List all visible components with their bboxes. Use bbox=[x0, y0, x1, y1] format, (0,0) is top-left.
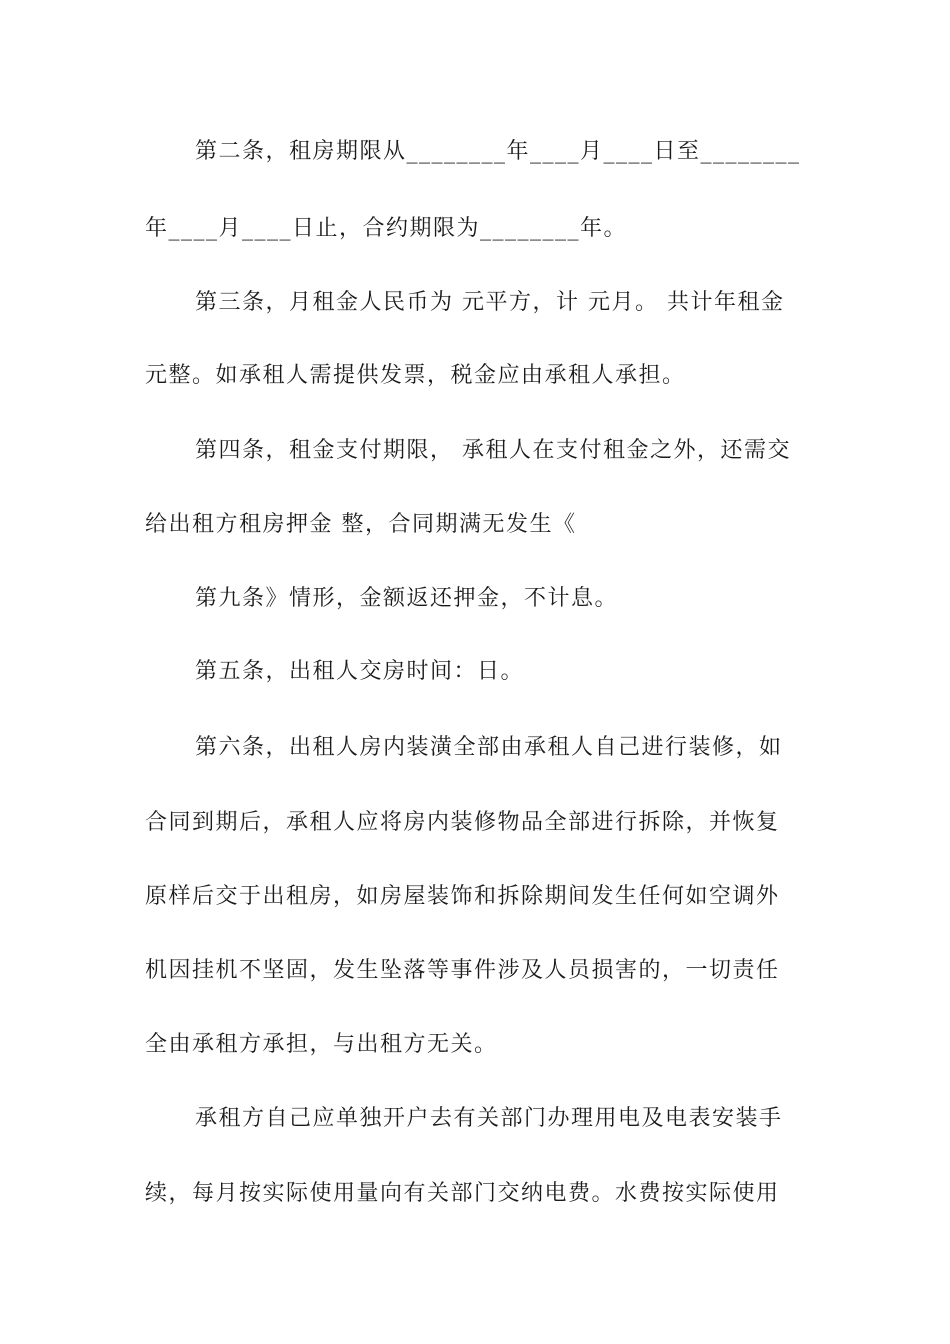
line-article-3-end: 元整。如承租人需提供发票，税金应由承租人承担。 bbox=[145, 363, 686, 388]
line-article-4-end: 第九条》情形，金额返还押金，不计息。 bbox=[195, 586, 619, 611]
line-utilities-start: 承租方自己应单独开户去有关部门办理用电及电表安装手 bbox=[195, 1106, 783, 1131]
line-article-5: 第五条，出租人交房时间：日。 bbox=[195, 659, 525, 684]
line-article-6-start: 第六条，出租人房内装潢全部由承租人自己进行装修，如 bbox=[195, 735, 783, 760]
line-article-6-3: 原样后交于出租房，如房屋装饰和拆除期间发生任何如空调外 bbox=[145, 884, 780, 909]
line-article-3-start: 第三条，月租金人民币为 元平方，计 元月。 共计年租金 bbox=[195, 290, 785, 315]
line-article-6-end: 全由承租方承担，与出租方无关。 bbox=[145, 1032, 498, 1057]
line-article-2-start: 第二条，租房期限从________年____月____日至________ bbox=[195, 139, 801, 164]
line-article-2-end: 年____月____日止，合约期限为________年。 bbox=[145, 216, 628, 241]
line-utilities-2: 续，每月按实际使用量向有关部门交纳电费。水费按实际使用 bbox=[145, 1181, 780, 1206]
line-article-6-2: 合同到期后，承租人应将房内装修物品全部进行拆除，并恢复 bbox=[145, 810, 780, 835]
line-article-6-4: 机因挂机不坚固，发生坠落等事件涉及人员损害的，一切责任 bbox=[145, 958, 780, 983]
line-article-4-start: 第四条，租金支付期限， 承租人在支付租金之外，还需交 bbox=[195, 438, 791, 463]
line-article-4-middle: 给出租方租房押金 整，合同期满无发生《 bbox=[145, 512, 577, 537]
